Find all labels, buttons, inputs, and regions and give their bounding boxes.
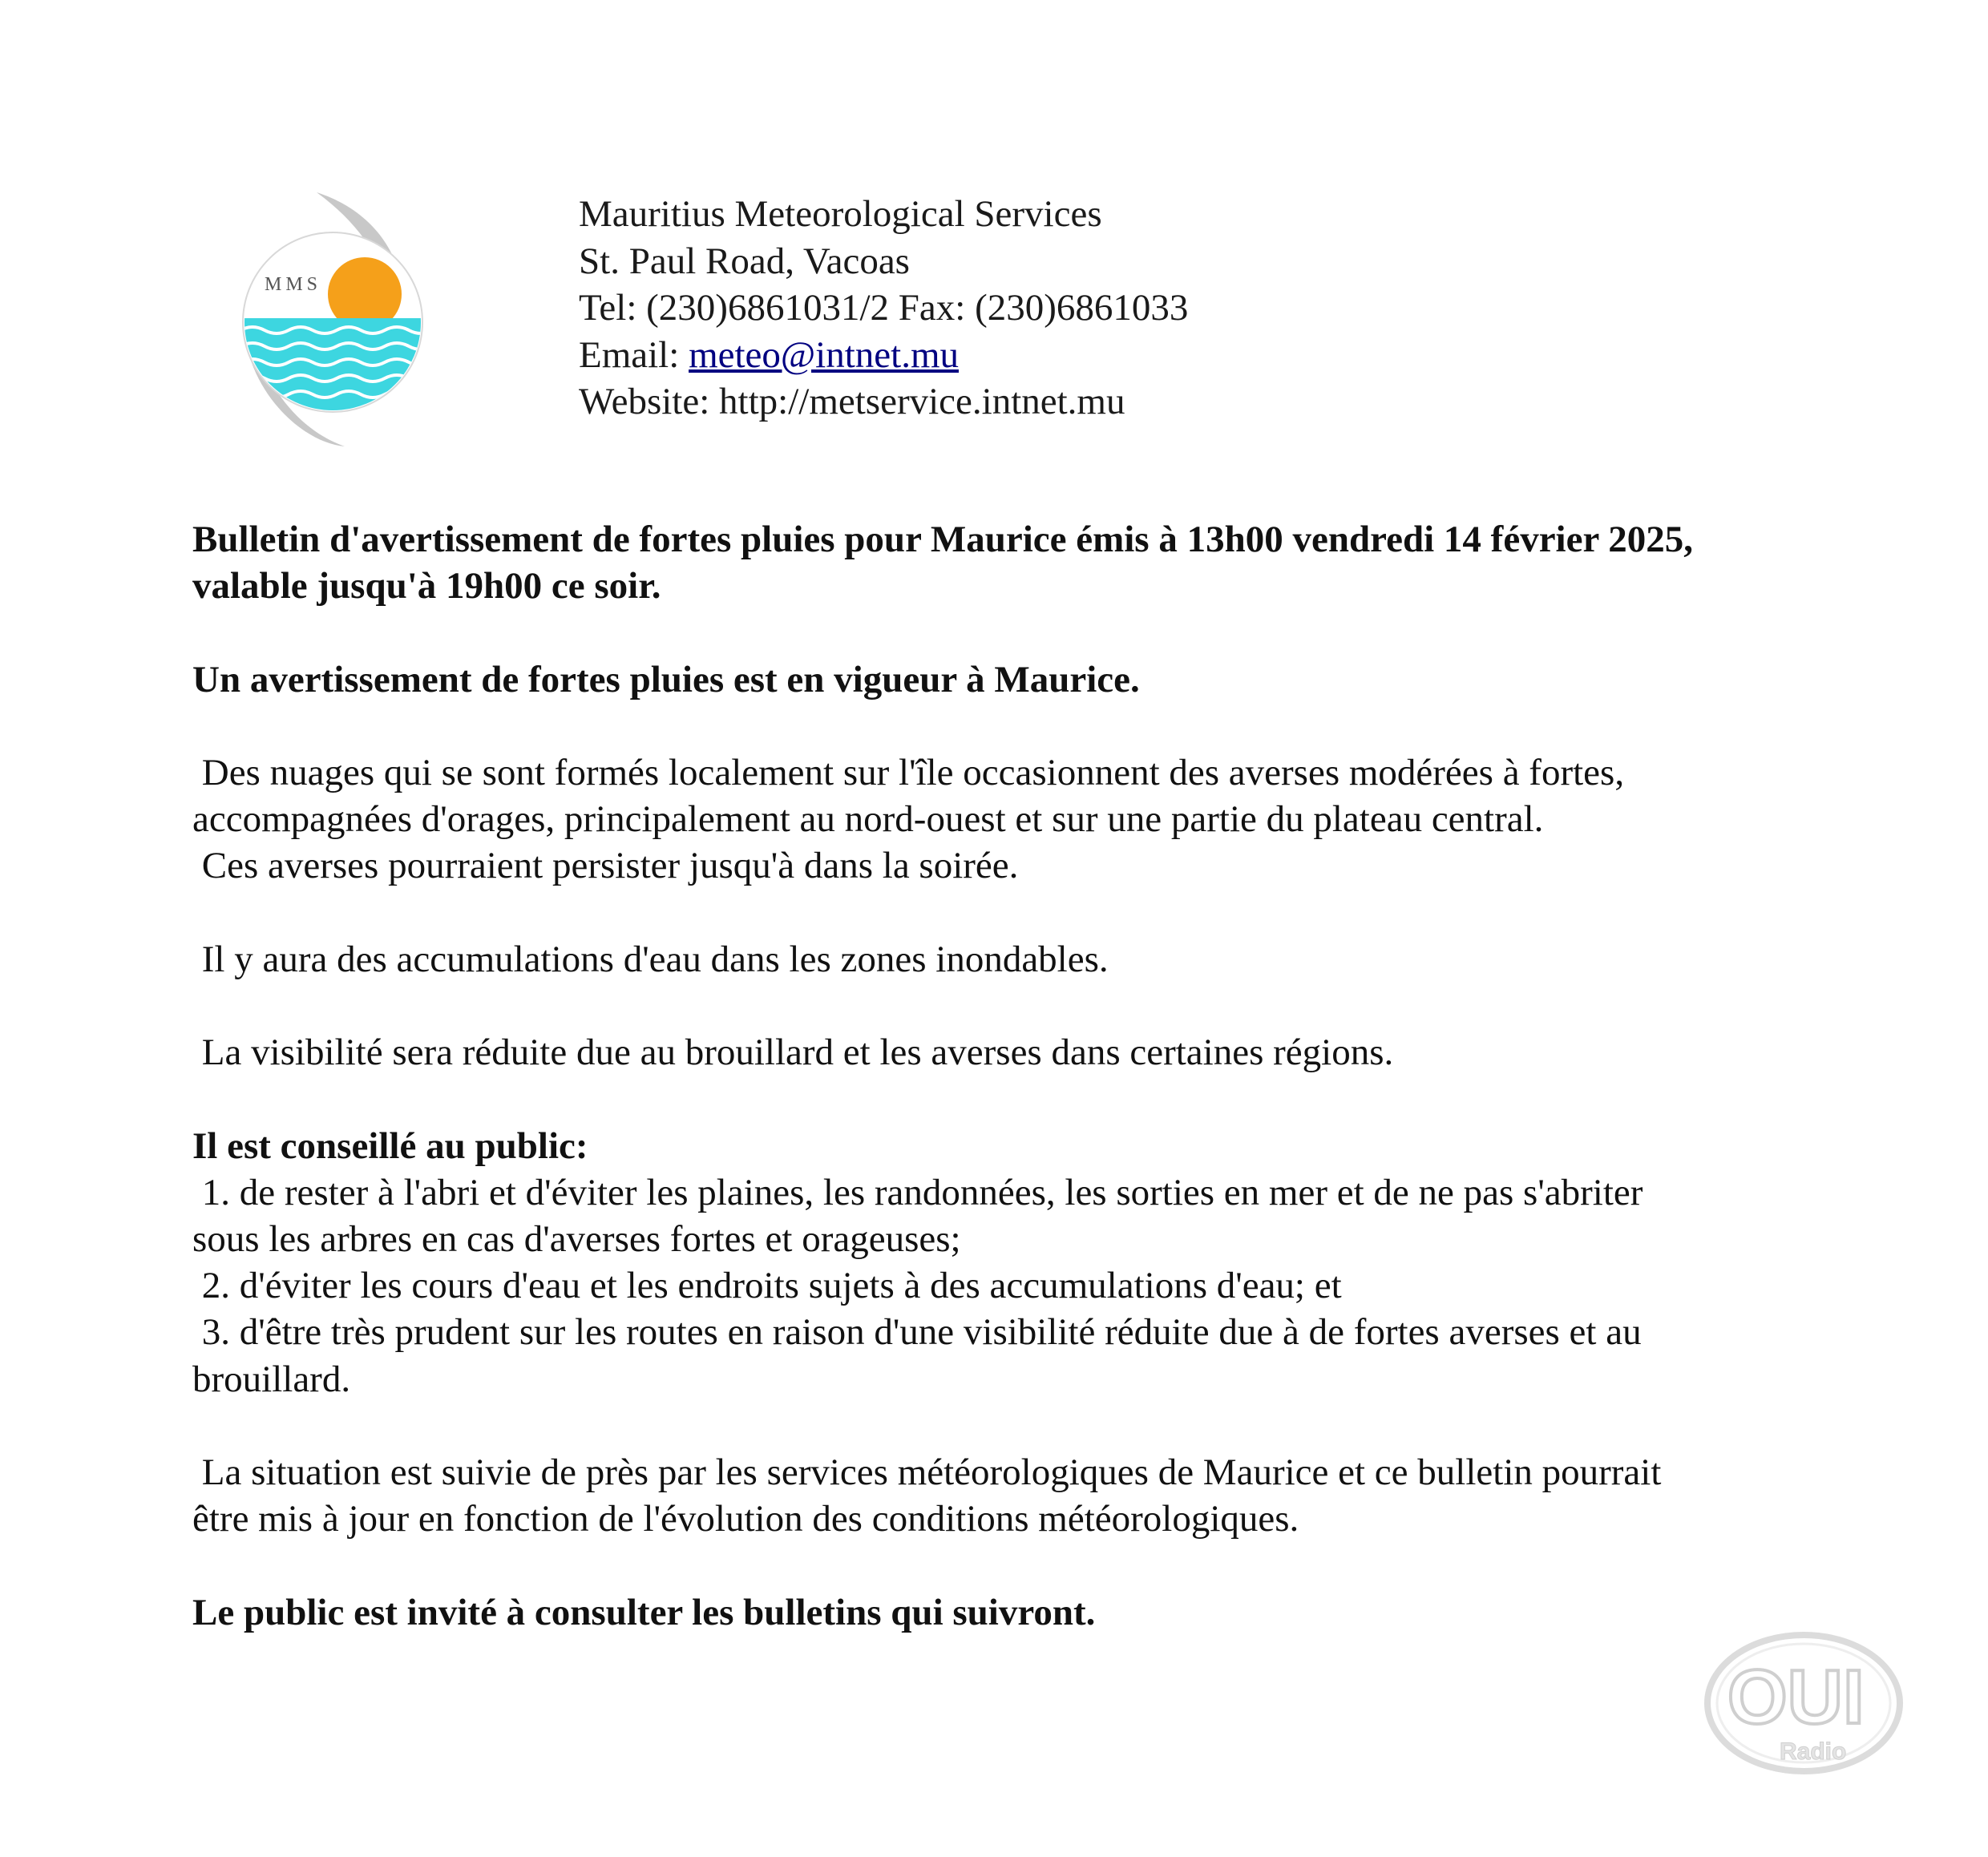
advice-heading: Il est conseillé au public: — [192, 1124, 588, 1167]
paragraph-line: Ces averses pourraient persister jusqu'à dans la soirée. — [192, 845, 1019, 887]
org-name: Mauritius Meteorological Services — [579, 193, 1102, 235]
address: St. Paul Road, Vacoas — [579, 240, 910, 282]
bulletin-title-line: Bulletin d'avertissement de fortes pluies pour Maurice émis à 13h00 vendredi 14 février 2025, — [192, 519, 1693, 560]
email-label: Email: — [579, 333, 689, 376]
advice-item-1: 1. de rester à l'abri et d'éviter les plaines, les randonnées, les sorties en mer et de ne pas s'abriter — [192, 1171, 1643, 1213]
paragraph-clouds — [192, 749, 1828, 890]
bulletin-title-line: valable jusqu'à 19h00 ce soir. — [192, 565, 661, 608]
advice-item-2: 2. d'éviter les cours d'eau et les endroits sujets à des accumulations d'eau; et — [192, 1265, 1342, 1307]
closing-statement: Le public est invité à consulter les bulletins qui suivront. — [192, 1591, 1096, 1633]
email-line — [579, 332, 1188, 379]
advice-section — [192, 1123, 1828, 1403]
paragraph-situation — [192, 1449, 1828, 1542]
advice-item-3: 3. d'être très prudent sur les routes en raison d'une visibilité réduite due à de fortes averses et au — [192, 1311, 1642, 1354]
website: Website: http://metservice.intnet.mu — [579, 381, 1125, 422]
oui-radio-watermark — [1703, 1627, 1908, 1783]
header-contact-block — [579, 191, 1188, 426]
paragraph-line: être mis à jour en fonction de l'évolution des conditions météorologiques. — [192, 1498, 1299, 1540]
advice-item-1-cont: sous les arbres en cas d'averses fortes et orageuses; — [192, 1217, 961, 1260]
tel-fax: Tel: (230)6861031/2 Fax: (230)6861033 — [579, 287, 1189, 329]
bulletin-title — [192, 516, 1828, 609]
watermark-sub-text: Radio — [1780, 1738, 1847, 1765]
watermark-main-text: OUI — [1727, 1654, 1865, 1740]
advice-item-3-cont: brouillard. — [192, 1358, 351, 1400]
bulletin-content — [192, 516, 1828, 1682]
paragraph-line: La situation est suivie de près par les services météorologiques de Maurice et ce bulletin pourrait — [192, 1451, 1662, 1493]
logo-text: MMS — [265, 274, 322, 295]
mms-logo — [232, 186, 433, 450]
paragraph-visibility: La visibilité sera réduite due au brouillard et les averses dans certaines régions. — [192, 1031, 1394, 1074]
paragraph-line: Des nuages qui se sont formés localement sur l'île occasionnent des averses modérées à fortes, — [192, 751, 1625, 793]
paragraph-accumulation: Il y aura des accumulations d'eau dans les zones inondables. — [192, 938, 1109, 980]
paragraph-line: accompagnées d'orages, principalement au nord-ouest et sur une partie du plateau central. — [192, 798, 1544, 841]
warning-statement: Un avertissement de fortes pluies est en vigueur à Maurice. — [192, 658, 1140, 700]
email-link[interactable]: meteo@intnet.mu — [689, 333, 960, 376]
